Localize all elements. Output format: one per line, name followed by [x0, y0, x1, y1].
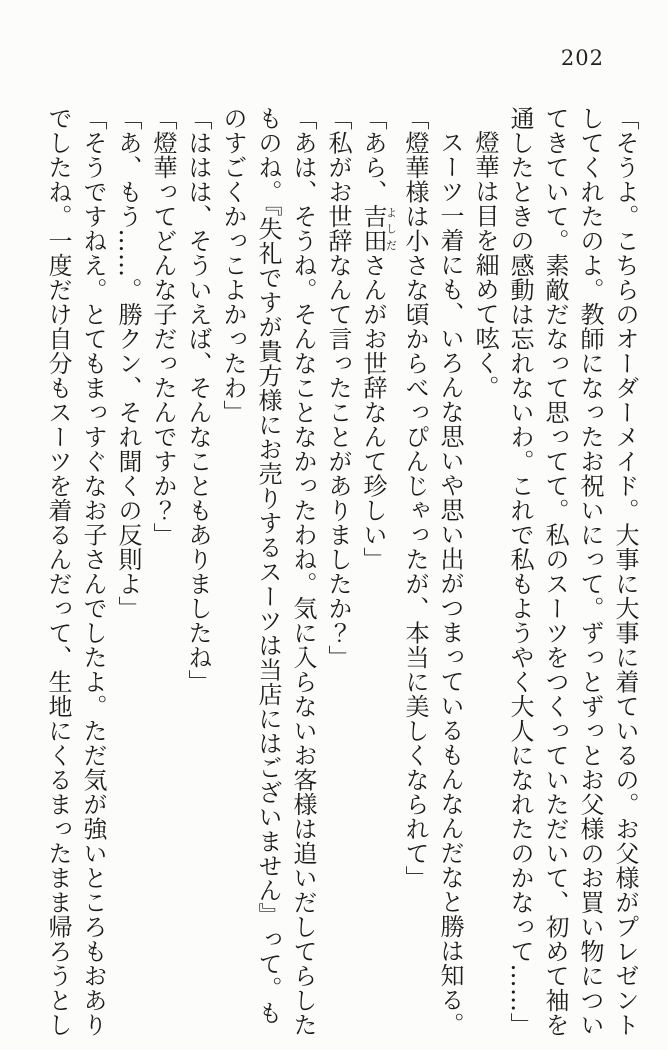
text-block: [40, 106, 642, 1042]
text-line: 「燈華ってどんな子だったんですか？」: [149, 106, 177, 547]
text-line: てきていて。素敵だなって思ってて。私のスーツをつくっていただいて、初めて袖を: [541, 106, 569, 1037]
text-line: 「あは、そうね。そんなことなかったわね。気に入らないお客様は追いだしてらした: [289, 106, 317, 1037]
text-line: 燈華は目を細めて呟く。: [471, 130, 499, 400]
text-line: 「ははは、そういえば、そんなこともありましたね」: [184, 106, 212, 694]
text-line: してくれたのよ。教師になったお祝いにって。ずっとずっとお父様のお買い物につい: [576, 106, 604, 1037]
ruby-annotated-word: 吉田よしだ: [359, 204, 398, 253]
text-line: でしたね。一度だけ自分もスーツを着るんだって、生地にくるまったまま帰ろうとし: [44, 106, 72, 1037]
text-line: のすごくかっこよかったわ」: [219, 106, 247, 425]
text-line: 「あら、吉田よしださんがお世辞なんて珍しい」: [359, 106, 398, 572]
page-number: 202: [560, 46, 604, 70]
text-line: スーツ一着にも、いろんな思いや思い出がつまっているもんなんだなと勝は知る。: [436, 130, 464, 1037]
text-line: 通したときの感動は忘れないわ。これで私もようやく大人になれたのかなって……」: [506, 106, 534, 1037]
text-line: 「燈華様は小さな頃からべっぴんじゃったが、本当に美しくなられて」: [401, 106, 429, 890]
text-line: 「私がお世辞なんて言ったことがありましたか？」: [324, 106, 352, 670]
text-line: 「そうですねえ。とてもまっすぐなお子さんでしたよ。ただ気が強いところもおあり: [79, 106, 107, 1037]
text-line: 「あ、もう……。勝クン、それ聞くの反則よ」: [114, 106, 142, 621]
text-line: 「そうよ。こちらのオーダーメイド。大事に大事に着ているの。お父様がプレゼント: [611, 106, 639, 1037]
text-line: ものね。『失礼ですが貴方様にお売りするスーツは当店にはございません』って。も: [254, 106, 282, 1025]
